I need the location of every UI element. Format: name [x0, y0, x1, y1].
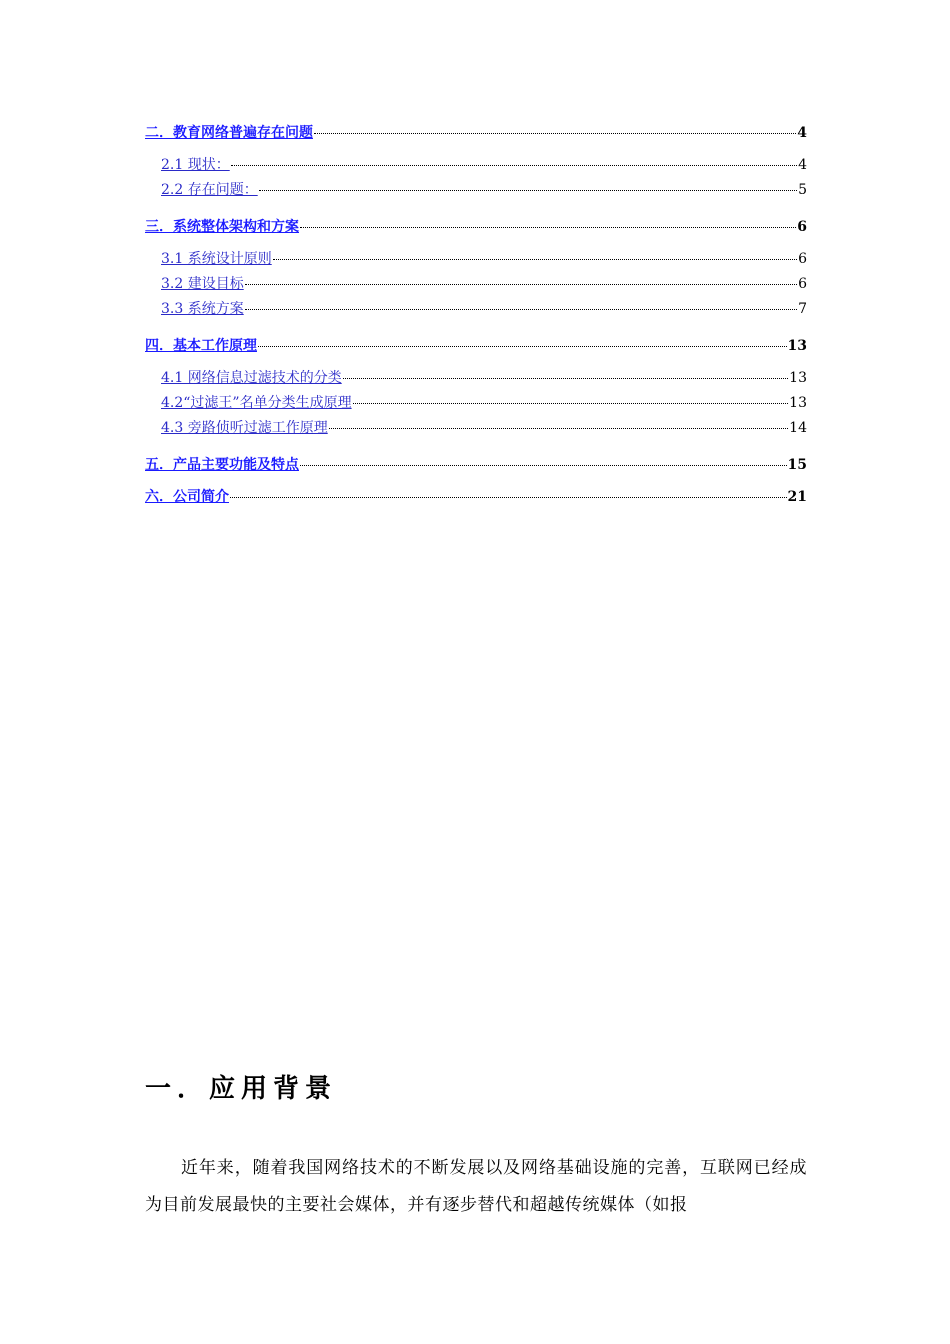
dot-leader [245, 309, 797, 310]
toc-page-number: 13 [789, 370, 807, 386]
dot-leader [231, 165, 797, 166]
toc-page-number: 6 [798, 276, 807, 292]
toc-link[interactable]: 五．产品主要功能及特点 [145, 457, 299, 473]
toc-link[interactable]: 六．公司简介 [145, 489, 229, 505]
dot-leader [300, 227, 796, 228]
toc-entry[interactable] [145, 335, 807, 355]
toc-entry[interactable] [145, 367, 807, 392]
toc-entry[interactable] [145, 216, 807, 236]
table-of-contents [145, 122, 807, 506]
toc-page-number: 4 [798, 157, 807, 173]
toc-link[interactable]: 2.2 存在问题： [161, 182, 258, 198]
dot-leader [258, 346, 787, 347]
dot-leader [343, 378, 788, 379]
body-paragraph: 近年来，随着我国网络技术的不断发展以及网络基础设施的完善，互联网已经成为目前发展最快的主要社会媒体，并有逐步替代和超越传统媒体（如报 [145, 1158, 807, 1215]
toc-page-number: 5 [798, 182, 807, 198]
toc-entry[interactable] [145, 122, 807, 142]
toc-link[interactable]: 3.3 系统方案 [161, 301, 244, 317]
toc-page-number: 6 [798, 251, 807, 267]
toc-entry[interactable] [145, 454, 807, 474]
toc-page-number: 13 [787, 338, 807, 354]
toc-entry[interactable] [145, 179, 807, 204]
toc-link[interactable]: 3.2 建设目标 [161, 276, 244, 292]
toc-link[interactable]: 2.1 现状： [161, 157, 230, 173]
toc-entry[interactable] [145, 154, 807, 179]
dot-leader [353, 403, 789, 404]
dot-leader [329, 428, 788, 429]
toc-page-number: 14 [789, 420, 807, 436]
toc-entry[interactable] [145, 298, 807, 323]
dot-leader [259, 190, 797, 191]
dot-leader [245, 284, 797, 285]
toc-link[interactable]: 四．基本工作原理 [145, 338, 257, 354]
toc-entry[interactable] [145, 248, 807, 273]
toc-page-number: 21 [787, 489, 807, 505]
toc-page-number: 4 [797, 125, 807, 141]
toc-entry[interactable] [145, 392, 807, 417]
dot-leader [273, 259, 797, 260]
toc-page-number: 7 [798, 301, 807, 317]
toc-entry[interactable] [145, 486, 807, 506]
toc-link[interactable]: 3.1 系统设计原则 [161, 251, 272, 267]
toc-entry[interactable] [145, 273, 807, 298]
toc-link[interactable]: 4.3 旁路侦听过滤工作原理 [161, 420, 328, 436]
dot-leader [300, 465, 787, 466]
toc-page-number: 15 [787, 457, 807, 473]
toc-page-number: 6 [797, 219, 807, 235]
toc-link[interactable]: 三．系统整体架构和方案 [145, 219, 299, 235]
toc-entry[interactable] [145, 417, 807, 442]
dot-leader [314, 133, 796, 134]
toc-link[interactable]: 4.1 网络信息过滤技术的分类 [161, 370, 342, 386]
toc-link[interactable]: 4.2“过滤王”名单分类生成原理 [161, 395, 352, 411]
section-heading: 一．应用背景 [145, 1074, 338, 1104]
toc-page-number: 13 [789, 395, 807, 411]
toc-link[interactable]: 二．教育网络普遍存在问题 [145, 125, 313, 141]
dot-leader [230, 497, 787, 498]
